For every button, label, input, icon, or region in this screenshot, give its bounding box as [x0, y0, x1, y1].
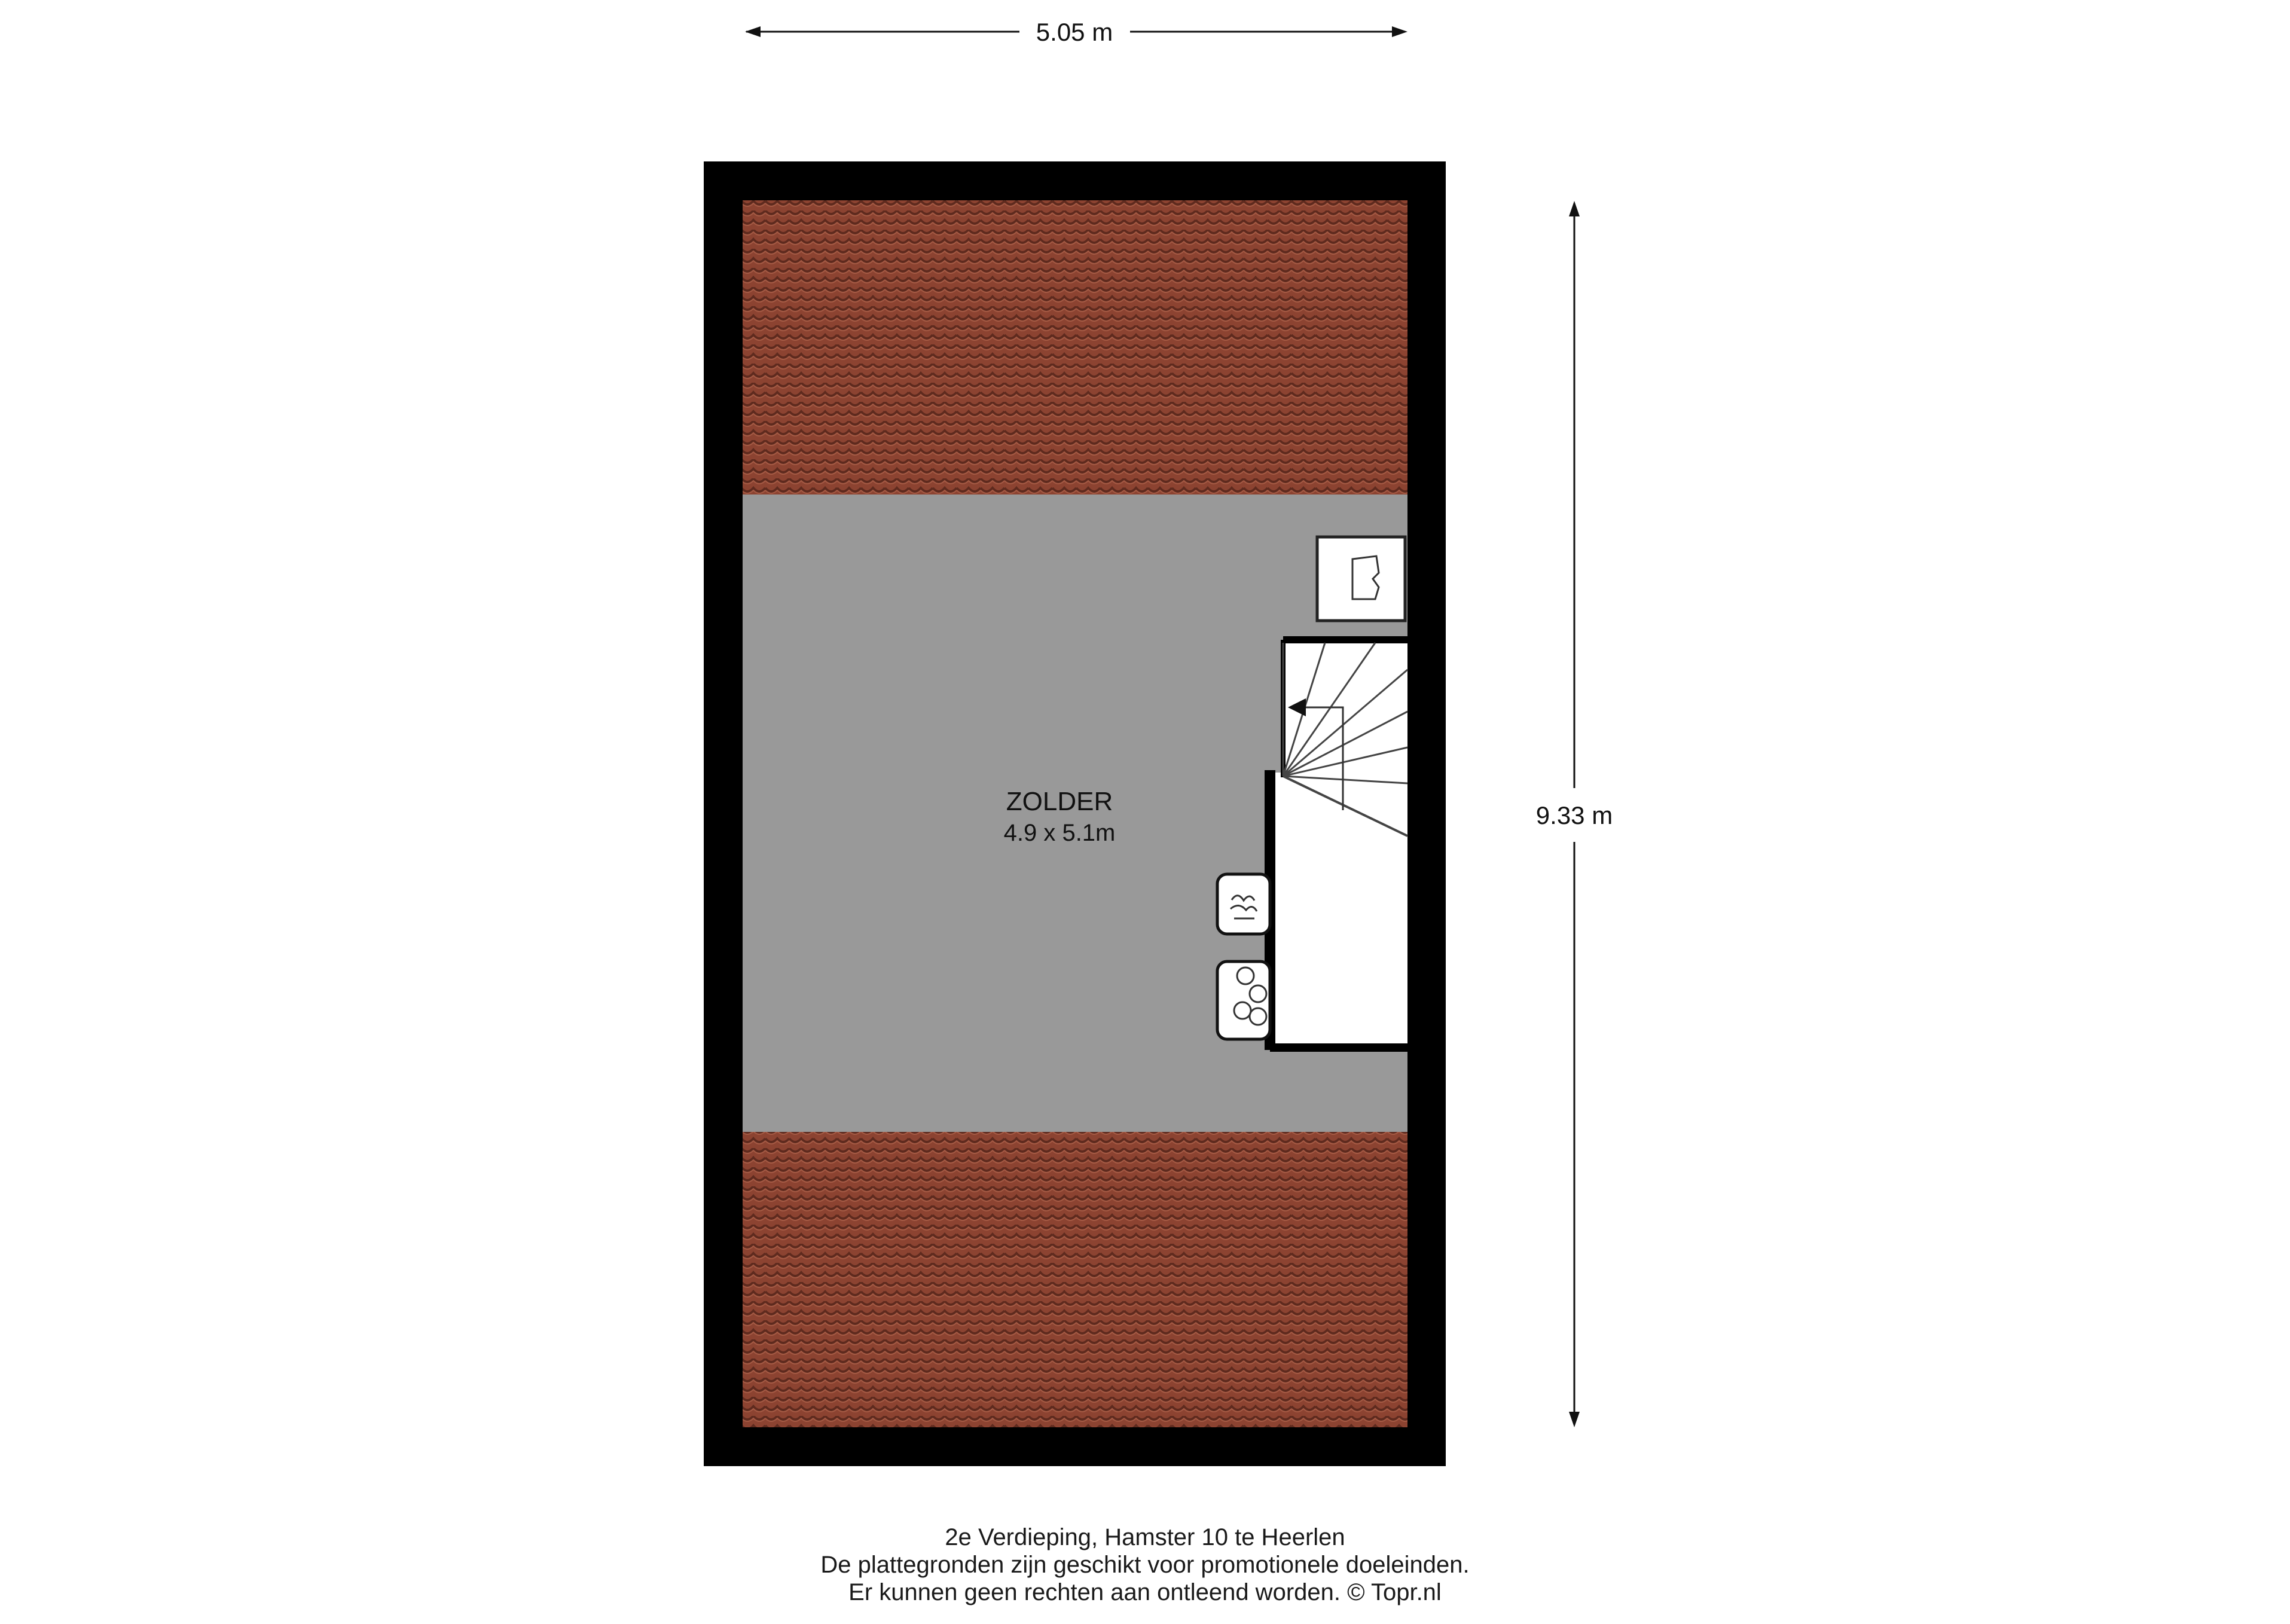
room-name: ZOLDER — [1006, 787, 1113, 816]
dryer-icon — [1217, 961, 1270, 1039]
footer-caption — [0, 1524, 2290, 1606]
roof-slope-top — [743, 200, 1407, 494]
boiler-icon — [1317, 537, 1405, 621]
height-dimension — [1536, 201, 1613, 1427]
width-label: 5.05 m — [1036, 18, 1113, 46]
footer-line-1: 2e Verdieping, Hamster 10 te Heerlen — [945, 1524, 1345, 1550]
staircase-icon — [1270, 640, 1407, 1050]
washing-machine-icon — [1217, 874, 1270, 934]
footer-line-2: De plattegronden zijn geschikt voor promotionele doeleinden. — [820, 1552, 1470, 1578]
height-label: 9.33 m — [1535, 801, 1613, 829]
roof-slope-bottom — [743, 1132, 1407, 1427]
room-size: 4.9 x 5.1m — [1003, 820, 1116, 846]
width-dimension — [745, 18, 1407, 46]
footer-line-3: Er kunnen geen rechten aan ontleend worden. © Topr.nl — [848, 1579, 1442, 1605]
